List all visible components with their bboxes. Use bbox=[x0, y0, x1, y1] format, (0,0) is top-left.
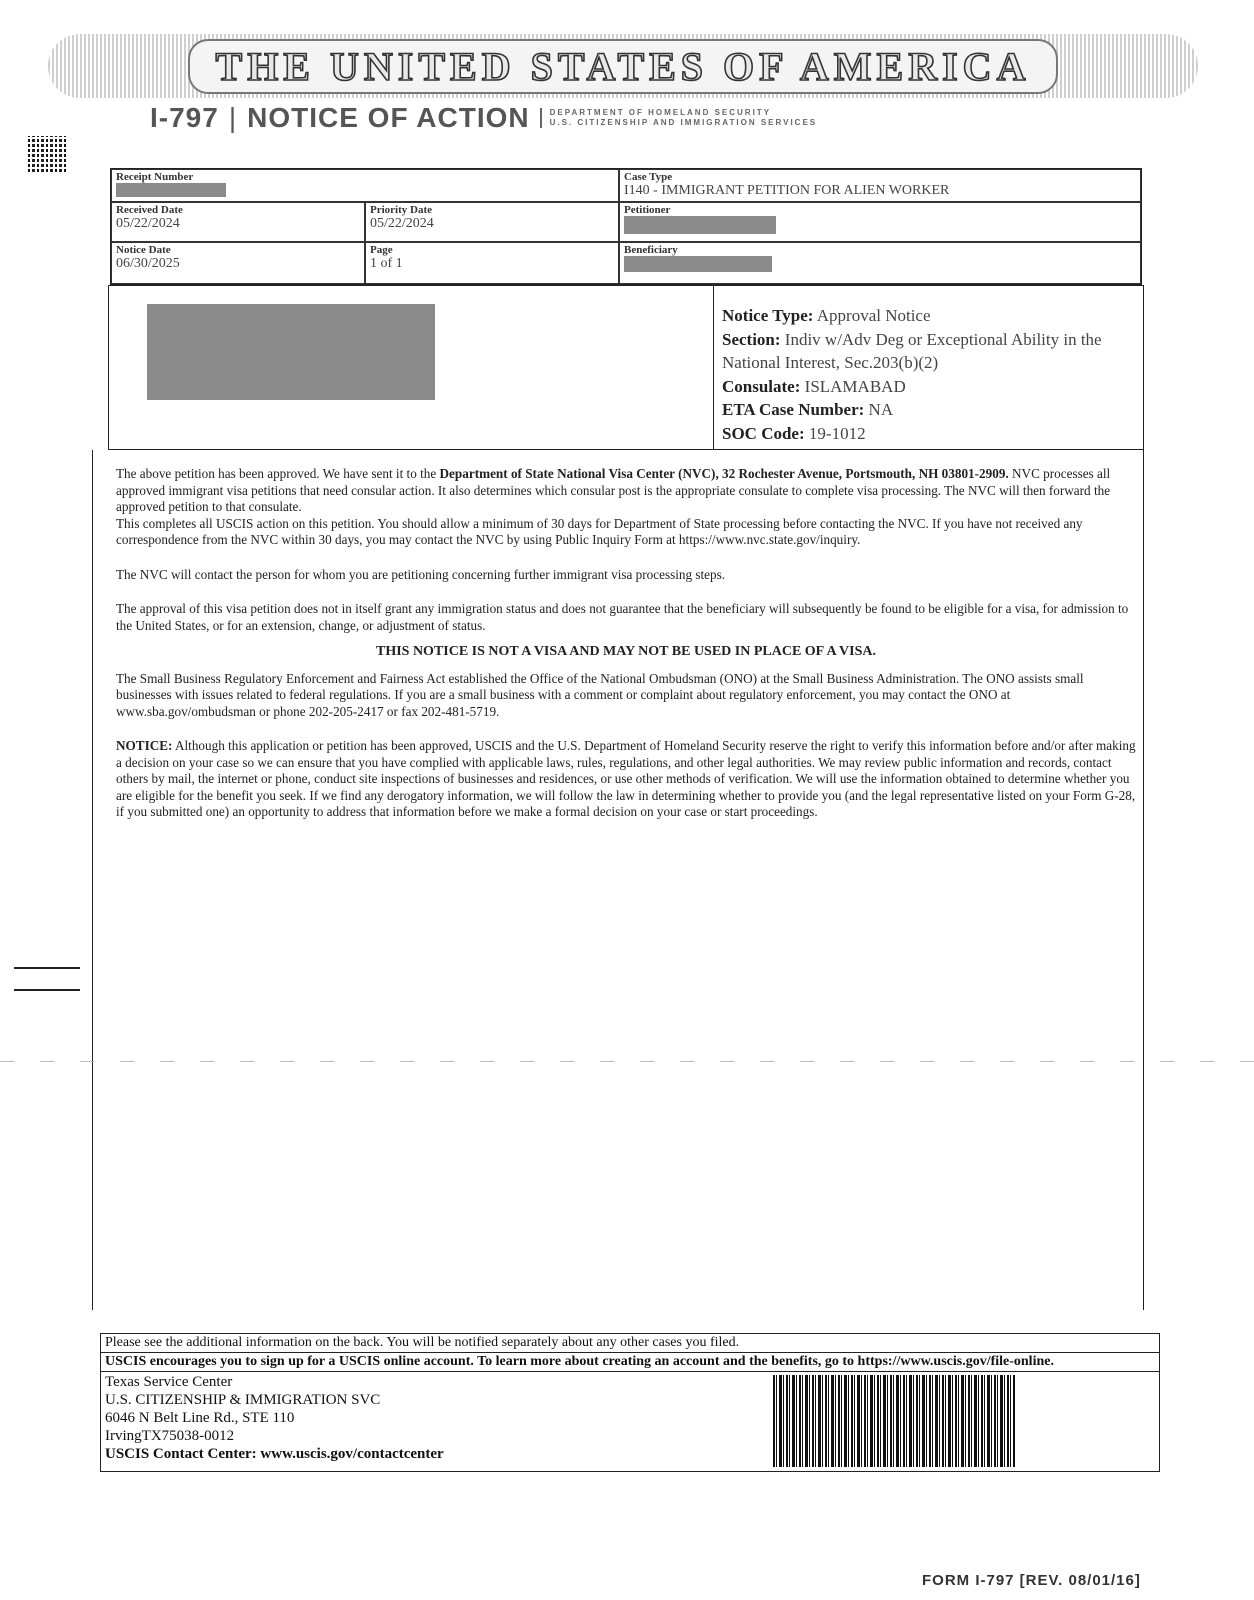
fold-line bbox=[0, 1061, 1254, 1062]
seal-banner bbox=[48, 34, 1198, 98]
petitioner-redacted bbox=[624, 216, 776, 234]
priority-date-value: 05/22/2024 bbox=[370, 216, 434, 231]
paragraph-uscis-action: This completes all USCIS action on this petition. You should allow a minimum of 30 days for Department of State processing before contacting the NVC. If you have not received any correspondence from the NVC within 30 days, you may contact the NVC by using Public Inquiry Form at https://www.nvc.state.gov/inquiry. bbox=[116, 515, 1083, 547]
notice-date-label: Notice Date bbox=[116, 244, 171, 256]
case-type-cell bbox=[619, 169, 1141, 202]
consulate-value: ISLAMABAD bbox=[804, 376, 906, 396]
paragraph-nvc bbox=[116, 466, 1136, 516]
page-cell bbox=[365, 242, 619, 284]
received-date-value: 05/22/2024 bbox=[116, 216, 180, 231]
notice-details bbox=[713, 286, 1143, 449]
beneficiary-redacted bbox=[624, 256, 772, 272]
beneficiary-label: Beneficiary bbox=[624, 244, 678, 256]
notice-middle-section bbox=[108, 285, 1144, 450]
page-label: Page bbox=[370, 244, 393, 256]
agency-line-2: U.S. CITIZENSHIP AND IMMIGRATION SERVICES bbox=[549, 118, 818, 127]
banner-title: THE UNITED STATES OF AMERICA bbox=[188, 39, 1059, 94]
receipt-number-label: Receipt Number bbox=[116, 171, 194, 183]
eta-case-number-value: NA bbox=[868, 400, 894, 419]
receipt-number-cell bbox=[111, 169, 619, 202]
paragraph-nvc-end: NVC processes all approved immigrant visa petitions that need consular action. It also determines which consular post is the appropriate consulate to complete visa processing. The NVC will then forward the approved petition to that consulate. bbox=[116, 466, 1111, 514]
form-title: NOTICE OF ACTION bbox=[247, 102, 530, 133]
address-line-3: 6046 N Belt Line Rd., STE 110 bbox=[105, 1410, 295, 1426]
case-type-value: I140 - IMMIGRANT PETITION FOR ALIEN WORKER bbox=[624, 183, 950, 198]
form-title-block bbox=[150, 102, 817, 134]
notice-type-label: Notice Type: bbox=[722, 306, 814, 325]
eta-case-number-label: ETA Case Number: bbox=[722, 400, 865, 419]
section-value: Indiv w/Adv Deg or Exceptional Ability in the National Interest, Sec.203(b)(2) bbox=[722, 329, 1102, 372]
nvc-address: Department of State National Visa Center (NVC), 32 Rochester Avenue, Portsmouth, NH 03801-2909. bbox=[439, 466, 1009, 481]
form-revision: FORM I-797 [REV. 08/01/16] bbox=[922, 1572, 1141, 1589]
soc-code-label: SOC Code: bbox=[722, 423, 805, 443]
paragraph-notice bbox=[116, 738, 1136, 821]
priority-date-label: Priority Date bbox=[370, 204, 432, 216]
notice-type-value: Approval Notice bbox=[816, 306, 931, 325]
margin-mark bbox=[14, 989, 80, 991]
barcode-icon bbox=[773, 1375, 1015, 1467]
beneficiary-cell bbox=[619, 242, 1141, 284]
consulate-label: Consulate: bbox=[722, 376, 801, 396]
address-line-4: IrvingTX75038-0012 bbox=[105, 1428, 235, 1444]
case-type-label: Case Type bbox=[624, 171, 673, 183]
case-header-table bbox=[110, 168, 1142, 285]
notice-date-cell bbox=[111, 242, 365, 284]
notice-date-value: 06/30/2025 bbox=[116, 256, 180, 271]
online-account-row: USCIS encourages you to sign up for a USCIS online account. To learn more about creating an account and the benefits, go to https://www.uscis.gov/file-online. bbox=[100, 1353, 1160, 1372]
soc-code-value: 19-1012 bbox=[808, 423, 866, 443]
not-a-visa-warning: THIS NOTICE IS NOT A VISA AND MAY NOT BE USED IN PLACE OF A VISA. bbox=[375, 644, 876, 659]
notice-text: Although this application or petition has been approved, USCIS and the U.S. Department of Homeland Security reserve the right to verify this information before and/or after making a decision on your case so we can ensure that you have complied with applicable laws, rules, regulations, and other legal authorities. We may review public information and records, contact others by mail, the internet or phone, conduct site inspections of businesses and residences, or use other methods of verification. We will use the information obtained to determine whether you are eligible for the benefit you seek. If we find any derogatory information, we will follow the law in determining whether to provide you (and the legal representative listed on your Form G-28, if you submitted one) an opportunity to address that information before we make a formal decision on your case or start proceedings. bbox=[116, 738, 1136, 819]
notice-label: NOTICE: bbox=[116, 738, 173, 753]
page-value: 1 of 1 bbox=[370, 256, 403, 271]
receipt-number-redacted bbox=[116, 183, 226, 197]
priority-date-cell bbox=[365, 202, 619, 242]
notice-body bbox=[116, 466, 1136, 839]
contact-center: USCIS Contact Center: www.uscis.gov/contactcenter bbox=[105, 1446, 444, 1462]
petitioner-cell bbox=[619, 202, 1141, 242]
mailing-address-redacted bbox=[147, 304, 435, 400]
qr-code-icon bbox=[28, 136, 66, 172]
received-date-label: Received Date bbox=[116, 204, 183, 216]
address-line-2: U.S. CITIZENSHIP & IMMIGRATION SVC bbox=[105, 1392, 381, 1408]
paragraph-ombudsman: The Small Business Regulatory Enforcement and Fairness Act established the Office of the National Ombudsman (ONO) at the Small Business Administration. The ONO assists small businesses with issues related to federal regulations. If you are a small business with a comment or complaint about regulatory enforcement, you may contact the ONO at www.sba.gov/ombudsman or phone 202-205-2417 or fax 202-481-5719. bbox=[116, 670, 1084, 719]
additional-info-row: Please see the additional information on the back. You will be notified separately about any other cases you filed. bbox=[100, 1333, 1160, 1353]
notice-footer bbox=[100, 1333, 1160, 1472]
form-number: I-797 bbox=[150, 102, 219, 133]
paragraph-nvc-contact: The NVC will contact the person for whom you are petitioning concerning further immigrant visa processing steps. bbox=[116, 566, 726, 582]
agency-name bbox=[540, 108, 818, 128]
service-center-address bbox=[100, 1372, 1160, 1472]
paragraph-nvc-start: The above petition has been approved. We have sent it to the bbox=[116, 466, 440, 481]
agency-line-1: DEPARTMENT OF HOMELAND SECURITY bbox=[549, 108, 772, 117]
address-line-1: Texas Service Center bbox=[105, 1374, 233, 1390]
margin-mark bbox=[14, 967, 80, 969]
section-label: Section: bbox=[722, 329, 781, 349]
paragraph-approval-status: The approval of this visa petition does not in itself grant any immigration status and does not guarantee that the beneficiary will subsequently be found to be eligible for a visa, for admission to the United States, or for an extension, change, or adjustment of status. bbox=[116, 601, 1129, 633]
form-separator: | bbox=[228, 102, 238, 133]
received-date-cell bbox=[111, 202, 365, 242]
petitioner-label: Petitioner bbox=[624, 204, 671, 216]
